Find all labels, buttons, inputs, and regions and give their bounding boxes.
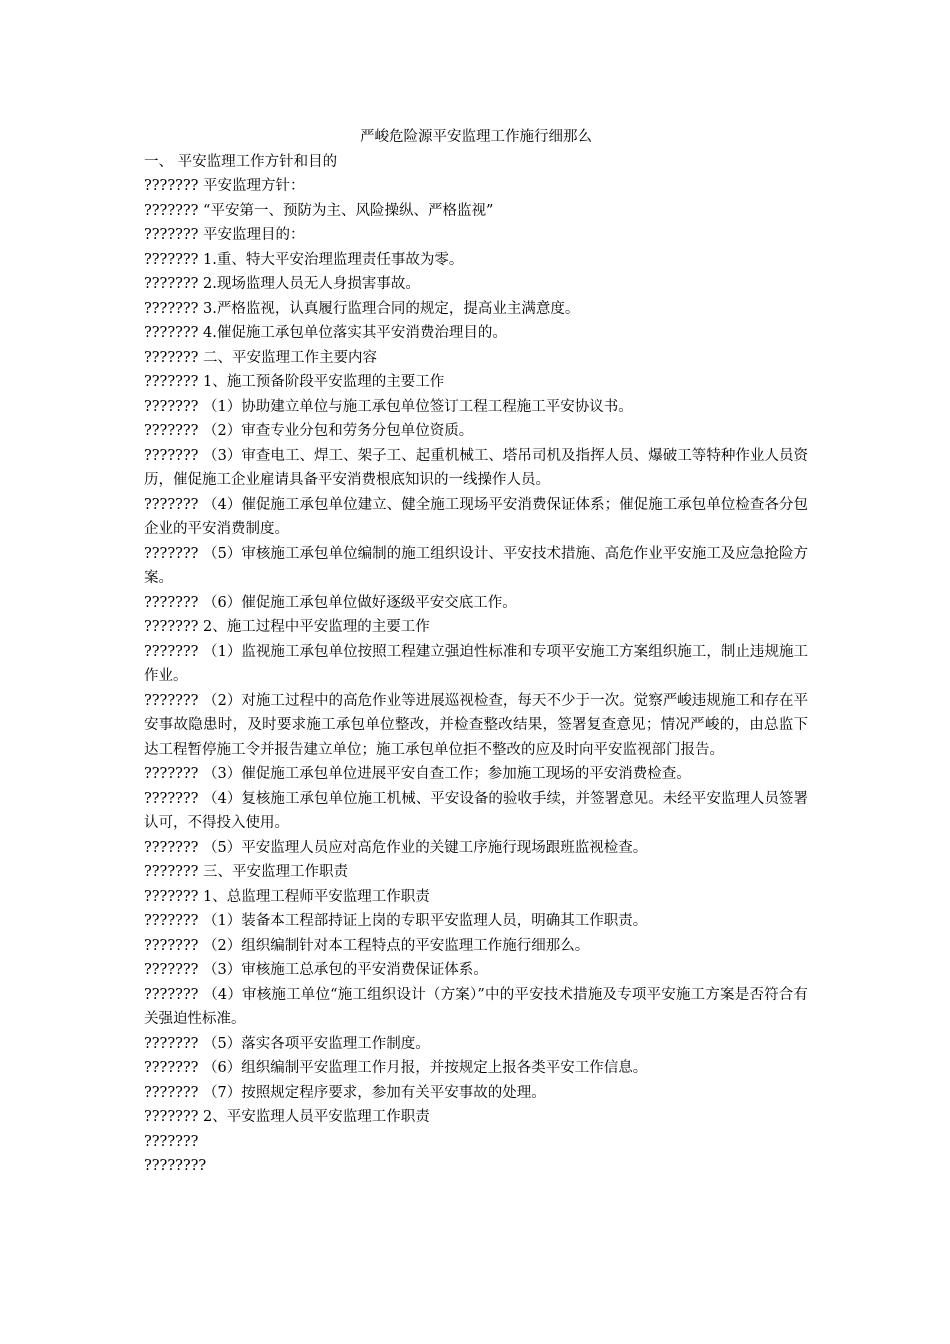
paragraph: ???????? xyxy=(144,1158,207,1174)
paragraph: ??????? （5）平安监理人员应对高危作业的关键工序施行现场跟班监视检查。 xyxy=(144,839,648,856)
paragraph: ??????? “平安第一、预防为主、风险操纵、严格监视” xyxy=(144,202,494,219)
paragraph: ??????? 4.催促施工承包单位落实其平安消费治理目的。 xyxy=(144,325,507,341)
paragraph: ??????? 2.现场监理人员无人身损害事故。 xyxy=(144,276,420,292)
paragraph: ??????? （2）审查专业分包和劳务分包单位资质。 xyxy=(144,423,474,439)
paragraph: ??????? （3）催促施工承包单位进展平安自查工作；参加施工现场的平安消费检查。 xyxy=(144,766,691,782)
paragraph: ??????? （2）对施工过程中的高危作业等进展巡视检查，每天不少于一次。觉察严峻违规施工和存在平安事故隐患时，及时要求施工承包单位整改，并检查整改结果，签署复查意见；情况严峻的，由总监下达工程暂停施工令并报告建立单位；施工承包单位拒不整改的应及时向平安监视部门报告。 xyxy=(144,692,808,758)
paragraph: ??????? 平安监理目的： xyxy=(144,227,305,243)
paragraph: ??????? （2）组织编制针对本工程特点的平安监理工作施行细那么。 xyxy=(144,937,590,954)
paragraph: ??????? 2、施工过程中平安监理的主要工作 xyxy=(144,619,430,635)
paragraph: ??????? （1）监视施工承包单位按照工程建立强迫性标准和专项平安施工方案组织施工，制止违规施工作业。 xyxy=(144,643,808,684)
paragraph: ??????? （6）催促施工承包单位做好逐级平安交底工作。 xyxy=(144,594,517,611)
paragraph: ??????? 三、平安监理工作职责 xyxy=(144,864,349,880)
paragraph: ??????? 1、施工预备阶段平安监理的主要工作 xyxy=(144,374,445,390)
paragraph: ??????? 3.严格监视，认真履行监理合同的规定，提高业主满意度。 xyxy=(144,300,580,317)
paragraph: ??????? 2、平安监理人员平安监理工作职责 xyxy=(144,1109,430,1125)
paragraph: ??????? （6）组织编制平安监理工作月报，并按规定上报各类平安工作信息。 xyxy=(144,1060,648,1076)
paragraph: ??????? （3）审查电工、焊工、架子工、起重机械工、塔吊司机及指挥人员、爆破工等特种作业人员资历，催促施工企业雇请具备平安消费根底知识的一线操作人员。 xyxy=(144,447,808,488)
paragraph: ??????? （1）协助建立单位与施工承包单位签订工程工程施工平安协议书。 xyxy=(144,398,633,415)
paragraph: ??????? 二、平安监理工作主要内容 xyxy=(144,349,378,366)
paragraph: ??????? xyxy=(144,1133,199,1150)
paragraph: ??????? （7）按照规定程序要求，参加有关平安事故的处理。 xyxy=(144,1084,546,1101)
document-title: 严峻危险源平安监理工作施行细那么 xyxy=(360,129,592,145)
paragraph: ??????? （1）装备本工程部持证上岗的专职平安监理人员，明确其工作职责。 xyxy=(144,913,648,929)
paragraph: ??????? 1.重、特大平安治理监理责任事故为零。 xyxy=(144,251,464,268)
paragraph: ??????? （5）落实各项平安监理工作制度。 xyxy=(144,1035,430,1052)
paragraph: ??????? 平安监理方针： xyxy=(144,178,305,194)
document-body xyxy=(144,125,808,1179)
paragraph: ??????? （4）催促施工承包单位建立、健全施工现场平安消费保证体系；催促施工承包单位检查各分包企业的平安消费制度。 xyxy=(144,496,808,537)
paragraph: ??????? 1、总监理工程师平安监理工作职责 xyxy=(144,888,430,905)
paragraph: ??????? （4）复核施工承包单位施工机械、平安设备的验收手续，并签署意见。未经平安监理人员签署认可，不得投入使用。 xyxy=(144,790,808,831)
paragraph: 一、 平安监理工作方针和目的 xyxy=(144,153,338,170)
paragraph: ??????? （4）审核施工单位“施工组织设计（方案）”中的平安技术措施及专项平安施工方案是否符合有关强迫性标准。 xyxy=(144,986,808,1027)
paragraph: ??????? （3）审核施工总承包的平安消费保证体系。 xyxy=(144,962,488,978)
paragraph: ??????? （5）审核施工承包单位编制的施工组织设计、平安技术措施、高危作业平安施工及应急抢险方案。 xyxy=(144,545,808,586)
paragraph-list xyxy=(144,150,808,1179)
